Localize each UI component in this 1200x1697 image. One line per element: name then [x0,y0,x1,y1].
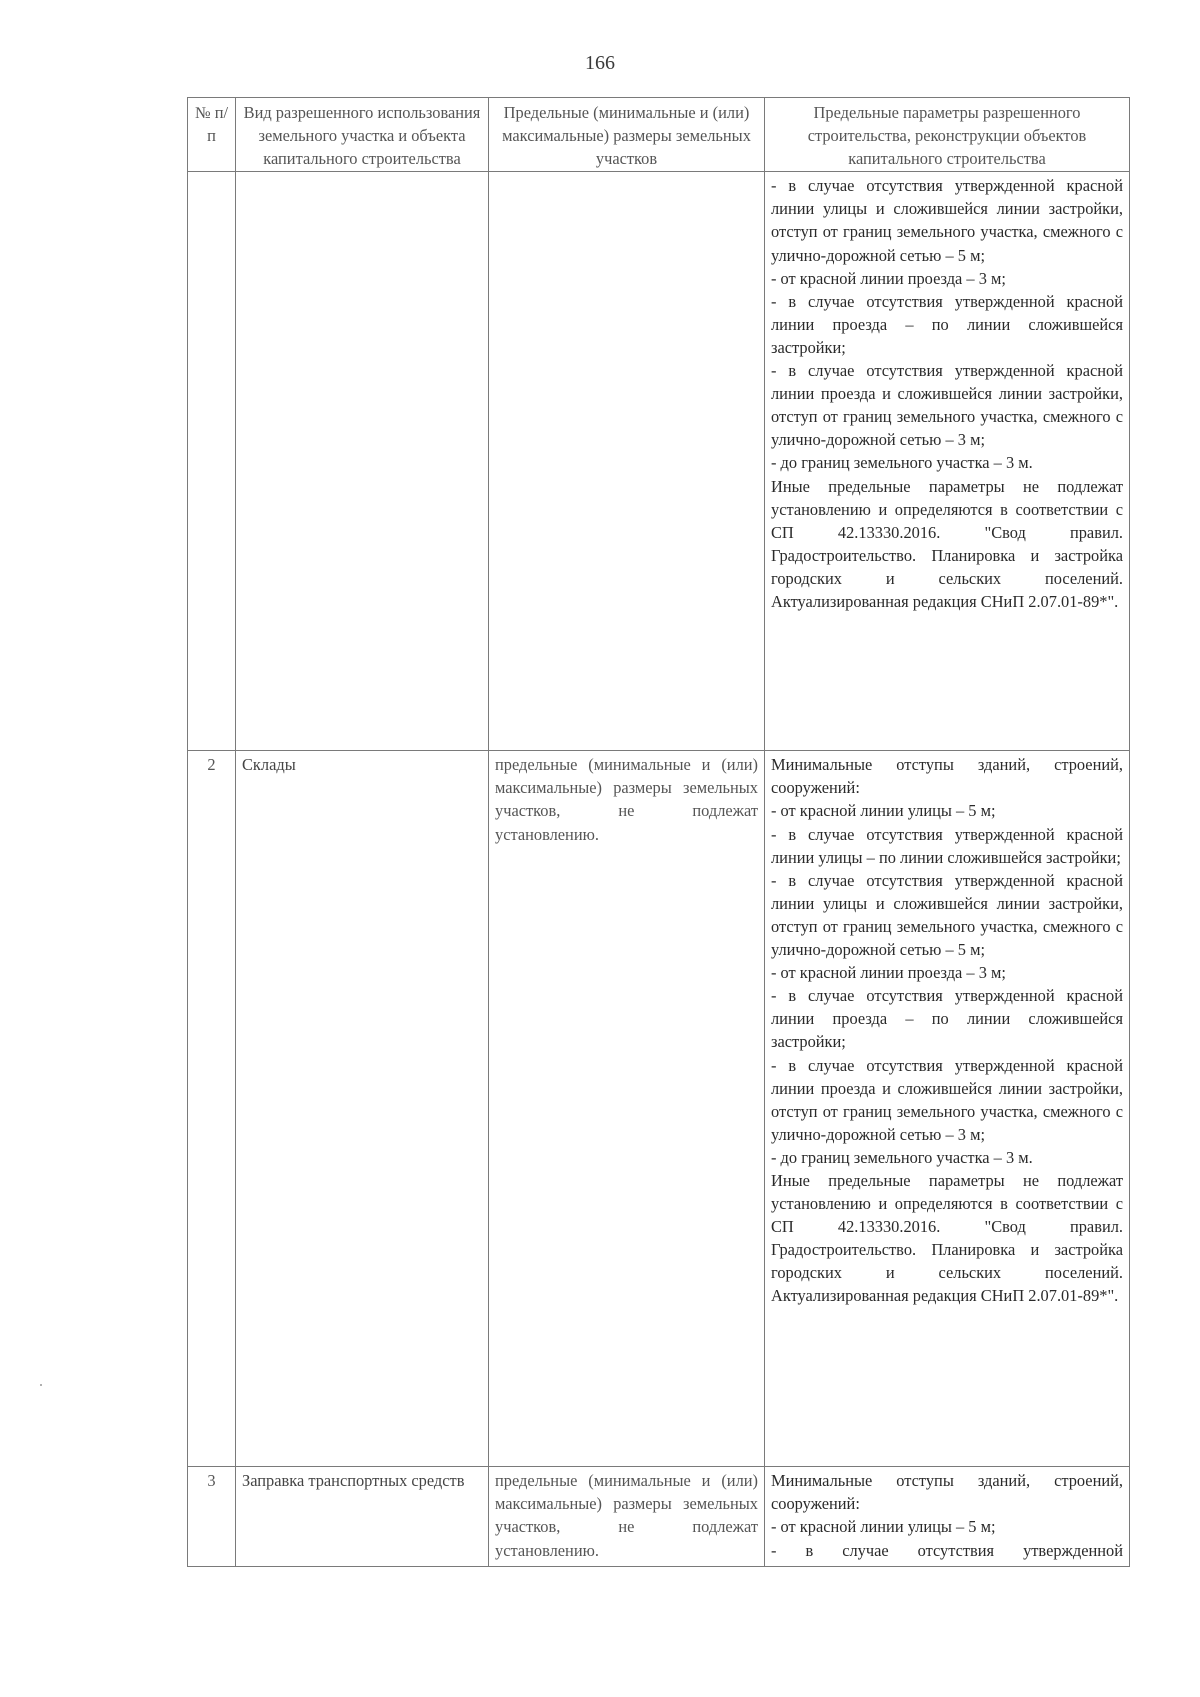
permitted-use-table [187,97,1130,1567]
page-number: 166 [585,52,615,74]
param-paragraph: Иные предельные параметры не подлежат установлению и определяются в соответствии с СП 42.13330.2016. "Свод правил. Градостроительство. Планировка и застройка городских и сельских поселений. Актуализированная редакция СНиП 2.07.01-89*". [771,1170,1123,1306]
param-paragraph: - от красной линии проезда – 3 м; [771,268,1006,288]
param-paragraph: - до границ земельного участка – 3 м. [771,453,1033,473]
header-use: Вид разрешенного использования земельного участка и объекта капитального строительства [236,98,489,172]
row-num [188,172,236,751]
row-use: Склады [236,751,489,1467]
param-paragraph: - в случае отсутствия утвержденной красной линии улицы – по линии сложившейся застройки; [771,824,1123,867]
header-params: Предельные параметры разрешенного строительства, реконструкции объектов капитального строительства [765,98,1130,172]
param-paragraph: - до границ земельного участка – 3 м. [771,1147,1033,1167]
param-paragraph: - в случае отсутствия утвержденной красной линии проезда и сложившейся линии застройки, отступ от границ земельного участка, смежного с улично-дорожной сетью – 3 м; [771,361,1123,450]
param-paragraph: Иные предельные параметры не подлежат установлению и определяются в соответствии с СП 42.13330.2016. "Свод правил. Градостроительство. Планировка и застройка городских и сельских поселений. Актуализированная редакция СНиП 2.07.01-89*". [771,476,1123,611]
row-size [489,172,765,751]
row-use [236,172,489,751]
table-row [188,172,1130,751]
row-num: 3 [188,1467,236,1567]
param-paragraph: - от красной линии проезда – 3 м; [771,963,1006,983]
row-use: Заправка транспортных средств [236,1467,489,1567]
param-paragraph: - в случае отсутствия утвержденной красной линии улицы и сложившейся линии застройки, отступ от границ земельного участка, смежного с улично-дорожной сетью – 5 м; [771,176,1123,265]
param-paragraph: - в случае отсутствия утвержденной [771,1540,1123,1560]
table-header-row [188,98,1130,172]
table-row [188,751,1130,1467]
param-paragraph: Минимальные отступы зданий, строений, сооружений: [771,1471,1123,1514]
row-size: предельные (минимальные и (или) максимальные) размеры земельных участков, не подлежат установлению. [489,751,765,1467]
row-params [765,172,1130,751]
param-paragraph: - в случае отсутствия утвержденной красной линии проезда – по линии сложившейся застройки; [771,291,1123,357]
param-paragraph: Минимальные отступы зданий, строений, сооружений: [771,755,1123,798]
param-paragraph: - в случае отсутствия утвержденной красной линии улицы и сложившейся линии застройки, отступ от границ земельного участка, смежного с улично-дорожной сетью – 5 м; [771,870,1123,960]
param-paragraph: - от красной линии улицы – 5 м; [771,801,996,821]
table-row [188,1467,1130,1567]
scan-speck [40,1384,42,1386]
row-params [765,1467,1130,1567]
param-paragraph: - в случае отсутствия утвержденной красной линии проезда и сложившейся линии застройки, отступ от границ земельного участка, смежного с улично-дорожной сетью – 3 м; [771,1055,1123,1144]
row-num: 2 [188,751,236,1467]
row-params [765,751,1130,1467]
header-size: Предельные (минимальные и (или) максимальные) размеры земельных участков [489,98,765,172]
row-size: предельные (минимальные и (или) максимальные) размеры земельных участков, не подлежат установлению. [489,1467,765,1567]
param-paragraph: - в случае отсутствия утвержденной красной линии проезда – по линии сложившейся застройки; [771,986,1123,1052]
header-num: № п/п [188,98,236,172]
param-paragraph: - от красной линии улицы – 5 м; [771,1517,996,1537]
